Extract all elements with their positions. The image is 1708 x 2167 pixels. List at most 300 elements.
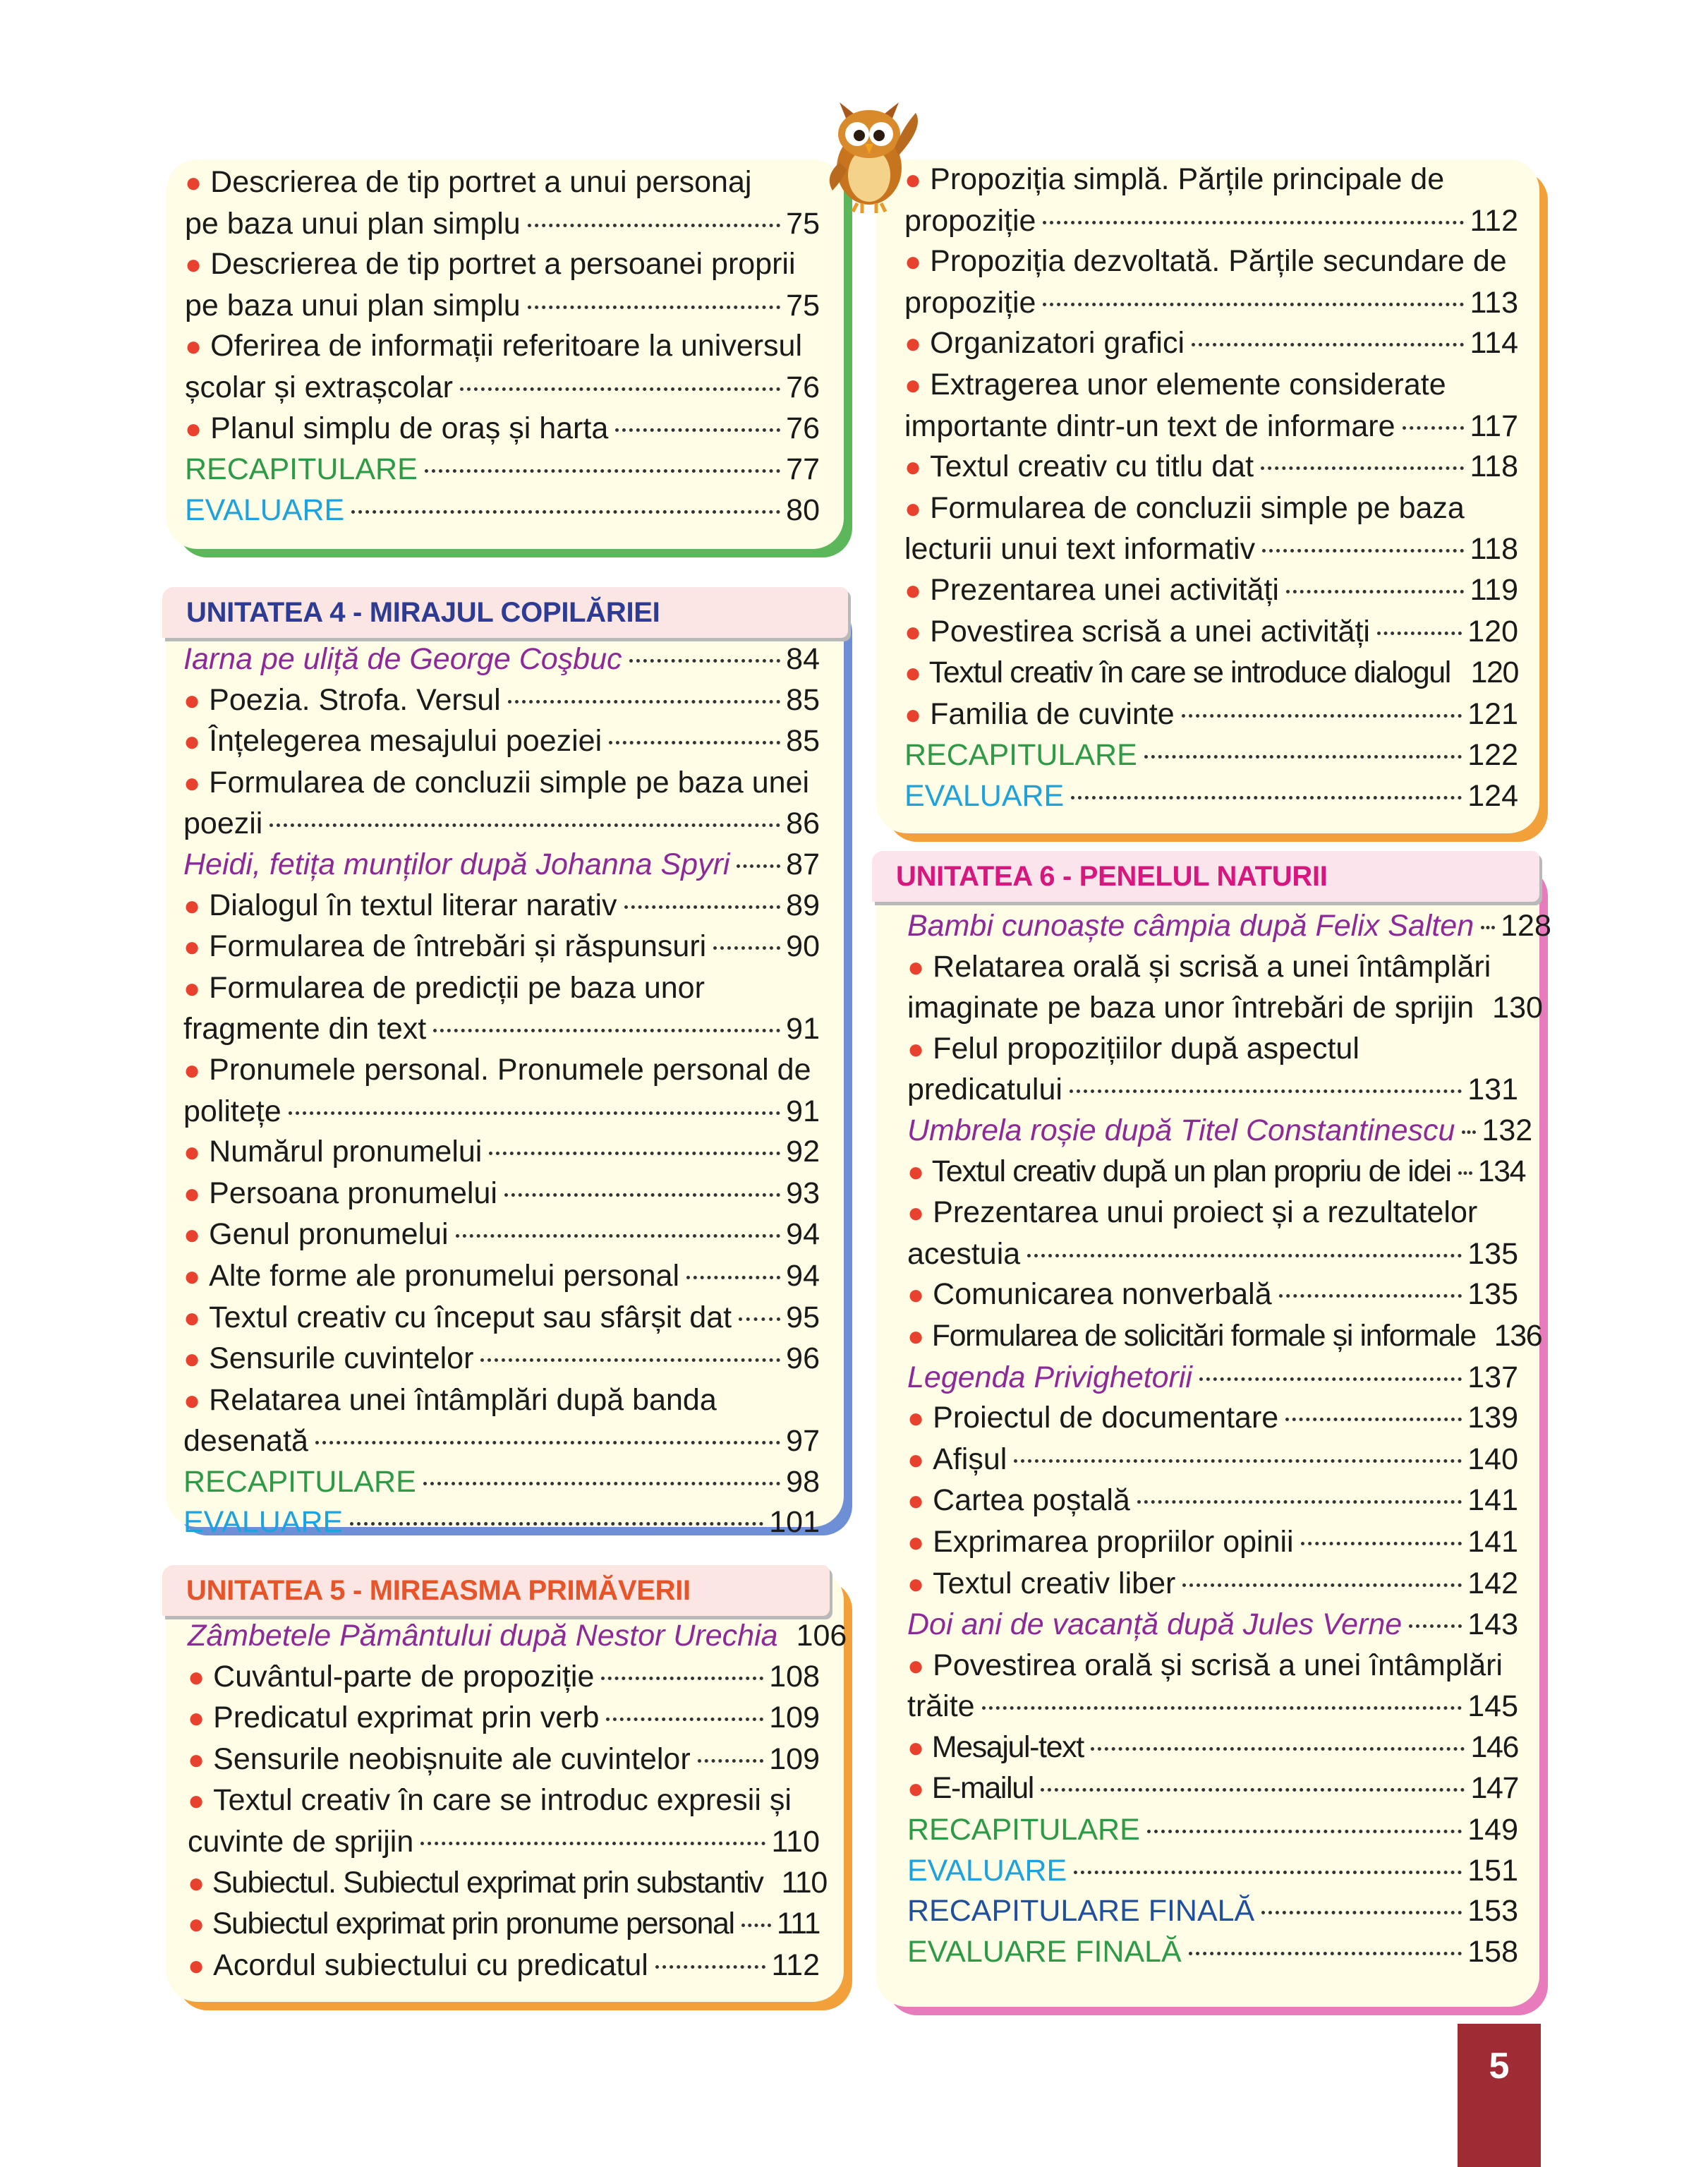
- bullet-dot-icon: ●: [185, 413, 202, 445]
- toc-entry-last-line: [904, 570, 1518, 612]
- toc-page-number: 114: [1470, 326, 1518, 361]
- toc-entry-last-line: [183, 845, 820, 886]
- toc-entry-last-line: [183, 721, 820, 763]
- toc-entry[interactable]: [183, 1462, 820, 1503]
- bullet-dot-icon: ●: [907, 1033, 925, 1065]
- dot-leader: [1147, 1830, 1462, 1833]
- toc-entries: [907, 906, 1551, 1972]
- toc-entry[interactable]: [907, 1358, 1518, 1399]
- bullet-dot-icon: ●: [188, 1909, 204, 1940]
- toc-entry-last-line: [904, 283, 1518, 324]
- toc-box-unit4: [166, 591, 844, 1540]
- dot-leader: [1285, 1418, 1462, 1421]
- toc-entry-line: [183, 1050, 820, 1092]
- owl-icon: [818, 99, 924, 215]
- toc-entry[interactable]: [904, 776, 1518, 817]
- toc-entry[interactable]: [907, 1111, 1533, 1152]
- toc-entry[interactable]: [183, 1298, 820, 1339]
- toc-entry-last-line: [904, 653, 1518, 694]
- dot-leader: [1041, 1788, 1465, 1792]
- toc-entry-title: Textul creativ în care se introduce dialogul: [928, 656, 1450, 690]
- toc-page-number: 149: [1467, 1813, 1518, 1847]
- toc-entry[interactable]: [907, 1891, 1518, 1932]
- toc-entry[interactable]: [188, 1780, 820, 1862]
- toc-entry-title: E-mailul: [931, 1771, 1034, 1806]
- toc-entry[interactable]: [183, 1256, 820, 1298]
- toc-page-number: 112: [1470, 203, 1518, 238]
- bullet-dot-icon: ●: [907, 1650, 925, 1682]
- toc-entry-title: Predicatul exprimat prin verb: [213, 1701, 600, 1735]
- dot-leader: [624, 905, 781, 909]
- toc-page-number: 145: [1467, 1689, 1518, 1724]
- toc-entry-title: RECAPITULARE: [904, 738, 1137, 773]
- toc-page-number: 147: [1470, 1771, 1518, 1806]
- dot-leader: [420, 1842, 765, 1845]
- toc-entry-title: acestuia: [907, 1236, 1021, 1271]
- bullet-dot-icon: ●: [188, 1744, 205, 1775]
- toc-entry[interactable]: [183, 1502, 820, 1543]
- dot-leader: [1074, 1871, 1462, 1874]
- toc-entry-line: [185, 244, 820, 286]
- toc-entry[interactable]: [185, 162, 820, 244]
- toc-entry[interactable]: [183, 1173, 820, 1215]
- toc-entry-title: Formularea de întrebări și răspunsuri: [209, 929, 707, 964]
- toc-entry[interactable]: [904, 570, 1518, 612]
- toc-page-number: 94: [786, 1258, 820, 1293]
- toc-entries: [185, 162, 820, 531]
- toc-entry[interactable]: [907, 1480, 1518, 1522]
- toc-page-number: 110: [781, 1865, 827, 1900]
- dot-leader: [609, 741, 780, 744]
- toc-entry[interactable]: [907, 1646, 1518, 1727]
- toc-page-number: 128: [1501, 909, 1551, 943]
- toc-box-unit6: [876, 855, 1551, 2007]
- toc-entry[interactable]: [185, 409, 820, 450]
- toc-page-number: 109: [769, 1701, 820, 1735]
- toc-entry-title: Descrierea de tip portret a persoanei proprii: [210, 247, 796, 282]
- toc-entry-last-line: [185, 409, 820, 450]
- toc-page-number: 85: [786, 682, 820, 717]
- toc-entry-title: Formularea de concluzii simple pe baza unei: [209, 765, 810, 799]
- toc-page-number: 86: [786, 807, 820, 841]
- toc-entry[interactable]: [183, 968, 820, 1050]
- toc-entry-title: Descrierea de tip portret a unui personaj: [210, 165, 752, 199]
- dot-leader: [741, 1924, 771, 1927]
- toc-entry-title: Afișul: [933, 1442, 1007, 1476]
- toc-page-number: 94: [786, 1217, 820, 1252]
- toc-page-number: 141: [1467, 1524, 1518, 1559]
- toc-entry[interactable]: [183, 1050, 820, 1132]
- toc-entry-title: Alte forme ale pronumelui personal: [209, 1258, 680, 1293]
- toc-entry-last-line: [907, 1480, 1518, 1522]
- toc-entry[interactable]: [907, 1152, 1526, 1193]
- toc-entry-title: desenată: [183, 1424, 308, 1459]
- toc-entry[interactable]: [188, 1739, 820, 1781]
- toc-entry-last-line: [183, 1462, 820, 1503]
- toc-entry[interactable]: [907, 1768, 1518, 1810]
- toc-entry[interactable]: [188, 1904, 820, 1945]
- toc-entry[interactable]: [188, 1657, 820, 1698]
- toc-entry[interactable]: [907, 1522, 1518, 1564]
- toc-page-number: 98: [786, 1464, 820, 1499]
- toc-entry[interactable]: [904, 159, 1518, 241]
- toc-page-number: 87: [786, 847, 820, 881]
- bullet-dot-icon: ●: [188, 1785, 205, 1817]
- toc-entry[interactable]: [904, 488, 1518, 570]
- toc-entry[interactable]: [183, 721, 820, 763]
- toc-entry-title: Heidi, fetița munților după Johanna Spyri: [183, 847, 730, 881]
- toc-entry-title: Persoana pronumelui: [209, 1176, 497, 1210]
- dot-leader: [982, 1706, 1462, 1710]
- bullet-dot-icon: ●: [183, 931, 201, 963]
- bullet-dot-icon: ●: [185, 167, 202, 198]
- toc-entry-last-line: [907, 988, 1543, 1029]
- toc-entry[interactable]: [183, 1214, 820, 1256]
- toc-entry-last-line: [907, 1316, 1542, 1358]
- toc-page-number: 139: [1467, 1401, 1518, 1435]
- toc-page-number: 153: [1467, 1894, 1518, 1928]
- toc-page-number: 142: [1467, 1566, 1518, 1600]
- bullet-dot-icon: ●: [907, 1197, 925, 1229]
- bullet-dot-icon: ●: [188, 1867, 204, 1899]
- toc-entry-last-line: [907, 1152, 1526, 1193]
- dot-leader: [315, 1441, 780, 1444]
- toc-entry-title: Oferirea de informații referitoare la universul: [210, 329, 803, 363]
- toc-entry-title: Textul creativ cu început sau sfârșit dat: [209, 1300, 732, 1334]
- toc-entry-title: Zâmbetele Pământului după Nestor Urechia: [188, 1619, 778, 1653]
- toc-entry-line: [907, 947, 1518, 989]
- dot-leader: [456, 1234, 781, 1238]
- toc-entry-line: [188, 1780, 820, 1822]
- toc-page-number: 120: [1467, 614, 1518, 648]
- bullet-dot-icon: ●: [904, 452, 922, 483]
- bullet-dot-icon: ●: [183, 1344, 201, 1375]
- bullet-dot-icon: ●: [183, 1384, 201, 1416]
- toc-page-number: 112: [771, 1948, 820, 1982]
- toc-entry[interactable]: [188, 1863, 827, 1905]
- toc-entry-last-line: [907, 1111, 1533, 1152]
- toc-page-number: 135: [1467, 1236, 1518, 1271]
- toc-entry[interactable]: [907, 1439, 1518, 1481]
- toc-page-number: 76: [786, 370, 820, 404]
- toc-entry-title: predicatului: [907, 1073, 1062, 1107]
- dot-leader: [289, 1111, 780, 1115]
- toc-entry-title: RECAPITULARE: [907, 1813, 1140, 1847]
- toc-entry-title: Pronumele personal. Pronumele personal de: [209, 1052, 811, 1087]
- toc-entry[interactable]: [907, 1398, 1518, 1439]
- dot-leader: [1189, 1952, 1462, 1955]
- toc-entry[interactable]: [183, 680, 820, 722]
- toc-entry-title: Subiectul. Subiectul exprimat prin substantiv: [212, 1865, 763, 1900]
- toc-page-number: 137: [1467, 1360, 1518, 1394]
- dot-leader: [713, 946, 780, 950]
- toc-page-number: 77: [786, 452, 820, 487]
- toc-box-continued-unit3: [166, 159, 844, 549]
- toc-entry[interactable]: [904, 241, 1518, 323]
- toc-entry-title: Mesajul-text: [931, 1730, 1084, 1764]
- bullet-dot-icon: ●: [904, 658, 921, 689]
- toc-entry-title: imaginate pe baza unor întrebări de sprijin: [907, 991, 1474, 1025]
- toc-entry[interactable]: [907, 1605, 1518, 1646]
- toc-entry[interactable]: [183, 886, 820, 927]
- bullet-dot-icon: ●: [185, 249, 202, 281]
- toc-page-number: 96: [786, 1341, 820, 1376]
- bullet-dot-icon: ●: [907, 1526, 925, 1558]
- dot-leader: [1182, 1583, 1462, 1587]
- bullet-dot-icon: ●: [907, 1403, 925, 1435]
- toc-page-number: 80: [786, 493, 820, 527]
- toc-entry[interactable]: [185, 326, 820, 408]
- toc-entries: [904, 159, 1518, 817]
- toc-entry-line: [183, 1380, 820, 1422]
- page-number: 5: [1489, 2046, 1510, 2087]
- toc-entry-line: [904, 365, 1518, 406]
- bullet-dot-icon: ●: [907, 1444, 925, 1475]
- dot-leader: [737, 864, 780, 868]
- toc-entry[interactable]: [183, 639, 820, 680]
- toc-page-number: 89: [786, 888, 820, 922]
- toc-entry-title: Extragerea unor elemente considerate: [930, 367, 1446, 402]
- bullet-dot-icon: ●: [183, 1178, 201, 1209]
- toc-page-number: 75: [786, 288, 820, 322]
- bullet-dot-icon: ●: [188, 1661, 205, 1693]
- toc-page-number: 101: [769, 1505, 820, 1540]
- toc-entry[interactable]: [907, 1274, 1518, 1316]
- toc-entry-last-line: [907, 1070, 1518, 1111]
- bullet-dot-icon: ●: [183, 972, 201, 1004]
- toc-entry-title: RECAPITULARE: [185, 452, 418, 487]
- toc-entry[interactable]: [907, 906, 1551, 947]
- toc-entry-title: Formularea de solicitări formale și informale: [931, 1318, 1476, 1353]
- toc-entry-last-line: [904, 406, 1518, 447]
- toc-entry-title: Acordul subiectului cu predicatul: [213, 1948, 648, 1982]
- toc-entry-line: [907, 1646, 1518, 1687]
- toc-entry-title: pe baza unui plan simplu: [185, 206, 521, 241]
- bullet-dot-icon: ●: [904, 164, 922, 195]
- toc-entry-last-line: [183, 926, 820, 968]
- toc-page-number: 132: [1482, 1113, 1533, 1147]
- toc-page-number: 111: [776, 1907, 820, 1941]
- toc-page-number: 141: [1467, 1483, 1518, 1518]
- toc-page-number: 120: [1470, 656, 1518, 690]
- dot-leader: [1377, 632, 1462, 635]
- toc-entry[interactable]: [188, 1616, 847, 1657]
- toc-entry-last-line: [907, 1522, 1518, 1564]
- toc-entry-title: Dialogul în textul literar narativ: [209, 888, 617, 922]
- toc-entry[interactable]: [183, 763, 820, 845]
- toc-entry[interactable]: [907, 1727, 1518, 1769]
- bullet-dot-icon: ●: [183, 1219, 201, 1251]
- toc-page-number: 91: [786, 1094, 820, 1128]
- toc-page-number: 108: [769, 1659, 820, 1694]
- toc-entry-line: [904, 159, 1518, 201]
- toc-entry-last-line: [183, 1421, 820, 1462]
- toc-entry[interactable]: [904, 653, 1518, 694]
- bullet-dot-icon: ●: [907, 1485, 925, 1517]
- toc-entry-title: Organizatori grafici: [930, 326, 1185, 361]
- toc-entry[interactable]: [904, 612, 1518, 653]
- toc-page-number: 118: [1470, 449, 1518, 484]
- toc-entry[interactable]: [183, 1380, 820, 1462]
- toc-entry-title: Umbrela roșie după Titel Constantinescu: [907, 1113, 1455, 1147]
- toc-entry-title: școlar și extrașcolar: [185, 370, 453, 404]
- dot-leader: [1199, 1377, 1462, 1381]
- toc-page-number: 121: [1467, 696, 1518, 731]
- toc-entry-title: Textul creativ liber: [933, 1566, 1176, 1600]
- toc-page-number: 97: [786, 1424, 820, 1459]
- toc-entry[interactable]: [183, 1339, 820, 1380]
- toc-page-number: 75: [786, 206, 820, 241]
- toc-entry-title: pe baza unui plan simplu: [185, 288, 521, 322]
- toc-entry[interactable]: [188, 1698, 820, 1739]
- toc-box-continued-unit5: [876, 159, 1539, 833]
- toc-entry-last-line: [188, 1904, 820, 1945]
- dot-leader: [1462, 1130, 1476, 1134]
- toc-entry-title: EVALUARE: [907, 1853, 1067, 1888]
- toc-entry-line: [907, 1029, 1518, 1070]
- toc-entry[interactable]: [183, 1132, 820, 1173]
- toc-entry-title: Înțelegerea mesajului poeziei: [209, 724, 602, 759]
- dot-leader: [1262, 549, 1464, 553]
- toc-entry-last-line: [907, 1891, 1518, 1932]
- toc-page-number: 151: [1467, 1853, 1518, 1888]
- toc-entry-last-line: [907, 1727, 1518, 1769]
- toc-entry[interactable]: [907, 1564, 1518, 1605]
- toc-entry-title: Cartea poștală: [933, 1483, 1130, 1518]
- toc-entry-last-line: [907, 1605, 1518, 1646]
- toc-entry-last-line: [907, 1234, 1518, 1275]
- toc-entry-last-line: [907, 1358, 1518, 1399]
- toc-entry-title: propoziție: [904, 285, 1036, 320]
- bullet-dot-icon: ●: [907, 1156, 923, 1188]
- toc-entry-title: Sensurile cuvintelor: [209, 1341, 474, 1376]
- toc-entry-title: Povestirea orală și scrisă a unei întâmplări: [933, 1648, 1503, 1682]
- toc-entry-title: Relatarea orală și scrisă a unei întâmplări: [933, 949, 1491, 984]
- toc-entry[interactable]: [183, 926, 820, 968]
- toc-entry-line: [907, 1193, 1518, 1234]
- toc-entry[interactable]: [907, 1316, 1542, 1358]
- toc-page-number: 84: [786, 642, 820, 676]
- toc-entry-title: Textul creativ cu titlu dat: [930, 449, 1254, 484]
- bullet-dot-icon: ●: [188, 1703, 205, 1734]
- toc-page-number: 110: [771, 1824, 820, 1859]
- toc-entry-line: [183, 968, 820, 1010]
- toc-entry-title: Proiectul de documentare: [933, 1401, 1279, 1435]
- toc-page-number: 95: [786, 1300, 820, 1334]
- dot-leader: [1192, 343, 1464, 346]
- toc-entry-title: Poezia. Strofa. Versul: [209, 682, 501, 717]
- toc-entry-last-line: [904, 776, 1518, 817]
- toc-entry[interactable]: [188, 1945, 820, 1987]
- dot-leader: [1137, 1500, 1462, 1504]
- toc-entry[interactable]: [907, 1810, 1518, 1851]
- bullet-dot-icon: ●: [907, 951, 925, 983]
- unit5-title: UNITATEA 5 - MIREASMA PRIMĂVERII: [162, 1565, 830, 1616]
- toc-entry[interactable]: [904, 735, 1518, 776]
- toc-page-number: 158: [1467, 1934, 1518, 1969]
- bullet-dot-icon: ●: [907, 1732, 923, 1763]
- dot-leader: [629, 659, 781, 663]
- toc-entry[interactable]: [907, 1193, 1518, 1274]
- toc-entry-last-line: [188, 1822, 820, 1863]
- toc-entry-title: Exprimarea propriilor opinii: [933, 1524, 1294, 1559]
- toc-entry[interactable]: [907, 1851, 1518, 1892]
- toc-entry-last-line: [188, 1698, 820, 1739]
- unit6-title: UNITATEA 6 - PENELUL NATURII: [872, 851, 1539, 902]
- dot-leader: [1481, 926, 1495, 929]
- toc-entry[interactable]: [907, 1932, 1518, 1973]
- toc-entry-line: [904, 241, 1518, 283]
- toc-entry[interactable]: [907, 1029, 1518, 1111]
- dot-leader: [1043, 221, 1464, 224]
- dot-leader: [1091, 1747, 1465, 1751]
- dot-leader: [1279, 1294, 1462, 1298]
- toc-entry-title: RECAPITULARE FINALĂ: [907, 1894, 1255, 1928]
- toc-entry-last-line: [907, 1398, 1518, 1439]
- toc-entry-title: Propoziția dezvoltată. Părțile secundare de: [930, 244, 1507, 279]
- toc-entry-title: Cuvântul-parte de propoziție: [213, 1659, 595, 1694]
- toc-entry-title: Relatarea unei întâmplări după banda: [209, 1382, 717, 1417]
- toc-page-number: 140: [1467, 1442, 1518, 1476]
- dot-leader: [615, 428, 780, 432]
- toc-page-number: 143: [1467, 1607, 1518, 1642]
- toc-entry-last-line: [907, 906, 1551, 947]
- dot-leader: [686, 1276, 780, 1279]
- toc-page-number: 131: [1467, 1073, 1518, 1107]
- toc-entry-title: Legenda Privighetorii: [907, 1360, 1192, 1394]
- toc-entry-title: Textul creativ după un plan propriu de idei: [931, 1154, 1451, 1188]
- toc-page-number: 113: [1470, 285, 1518, 320]
- toc-entry[interactable]: [185, 244, 820, 326]
- toc-entry[interactable]: [904, 365, 1518, 447]
- toc-entry[interactable]: [185, 490, 820, 531]
- toc-entry-title: Numărul pronumelui: [209, 1135, 483, 1169]
- toc-entry-last-line: [904, 529, 1518, 570]
- toc-page-number: 109: [769, 1742, 820, 1776]
- toc-entry-last-line: [904, 201, 1518, 242]
- toc-entry-last-line: [183, 1502, 820, 1543]
- bullet-dot-icon: ●: [183, 1137, 201, 1169]
- toc-entry-last-line: [183, 1214, 820, 1256]
- toc-entry-last-line: [188, 1657, 820, 1698]
- dot-leader: [350, 1522, 763, 1526]
- toc-entry-last-line: [185, 368, 820, 409]
- toc-entry[interactable]: [183, 845, 820, 886]
- toc-entry-title: Prezentarea unei activități: [930, 572, 1279, 607]
- toc-entry[interactable]: [904, 694, 1518, 736]
- toc-entry-last-line: [183, 680, 820, 722]
- dot-leader: [1458, 1171, 1472, 1175]
- toc-page-number: 122: [1467, 738, 1518, 773]
- dot-leader: [480, 1358, 780, 1362]
- toc-entry-last-line: [183, 1132, 820, 1173]
- toc-entry-last-line: [188, 1945, 820, 1987]
- dot-leader: [528, 224, 780, 227]
- toc-page-number: 124: [1467, 778, 1518, 813]
- toc-entry-title: EVALUARE: [185, 493, 345, 527]
- toc-entry-title: Planul simplu de oraș și harta: [210, 411, 609, 445]
- toc-entry[interactable]: [904, 447, 1518, 488]
- toc-entry[interactable]: [907, 947, 1543, 1029]
- toc-entry[interactable]: [904, 323, 1518, 365]
- toc-entry[interactable]: [185, 449, 820, 490]
- toc-entry-title: Propoziția simplă. Părțile principale de: [930, 162, 1445, 196]
- toc-entry-line: [185, 326, 820, 368]
- toc-page-number: 91: [786, 1012, 820, 1046]
- bullet-dot-icon: ●: [183, 1302, 201, 1334]
- toc-entry-title: poezii: [183, 807, 263, 841]
- toc-page-number: 130: [1492, 991, 1543, 1025]
